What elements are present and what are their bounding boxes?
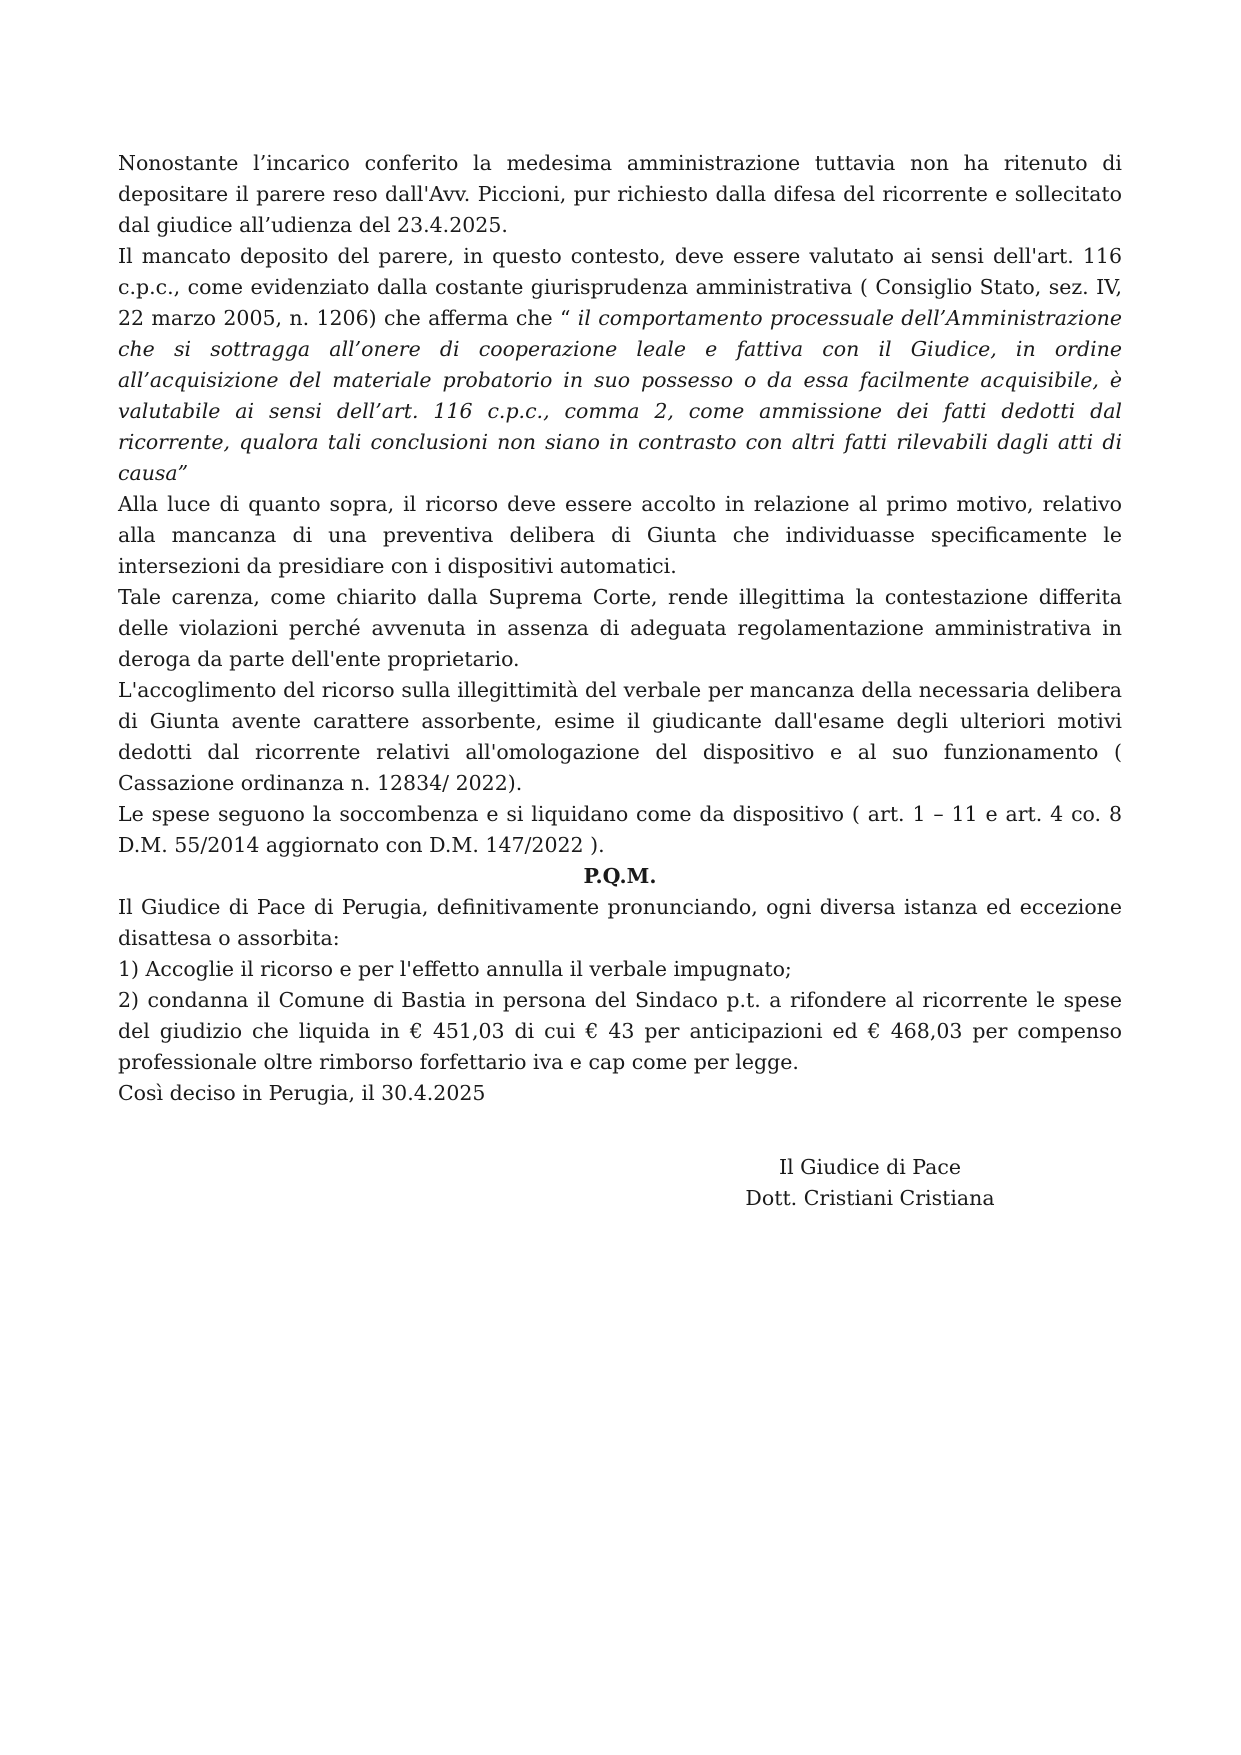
- signature-block: [720, 1152, 1020, 1214]
- paragraph-art-116-lead: Il mancato deposito del parere, in questo contesto, deve essere valutato ai sensi dell'art. 116 c.p.c., come evidenziato dalla costante giurisprudenza amministrativa ( Consiglio Stato, sez. IV, 22 marzo 2005, n. 1206) che afferma che “: [118, 244, 1122, 330]
- paragraph-dispositivo-intro: Il Giudice di Pace di Perugia, definitivamente pronunciando, ogni diversa istanza ed eccezione disattesa o assorbita:: [118, 895, 1122, 950]
- paragraph-accoglimento-motivo: Alla luce di quanto sopra, il ricorso deve essere accolto in relazione al primo motivo, relativo alla mancanza di una preventiva delibera di Giunta che individuasse specificamente le intersezioni da presidiare con i dispositivi automatici.: [118, 492, 1122, 578]
- paragraph-spese: Le spese seguono la soccombenza e si liquidano come da dispositivo ( art. 1 – 11 e art. 4 co. 8 D.M. 55/2014 aggiornato con D.M. 147/2022 ).: [118, 802, 1122, 857]
- paragraph-dispositivo-2: 2) condanna il Comune di Bastia in persona del Sindaco p.t. a rifondere al ricorrente le spese del giudizio che liquida in € 451,03 di cui € 43 per anticipazioni ed € 468,03 per compenso professionale oltre rimborso forfettario iva e cap come per legge.: [118, 988, 1122, 1074]
- pqm-heading: P.Q.M.: [583, 864, 657, 888]
- signature-name: Dott. Cristiani Cristiana: [745, 1186, 995, 1210]
- signature-role: Il Giudice di Pace: [778, 1155, 962, 1179]
- paragraph-assorbimento: L'accoglimento del ricorso sulla illegittimità del verbale per mancanza della necessaria delibera di Giunta avente carattere assorbente, esime il giudicante dall'esame degli ulteriori motivi dedotti dal ricorrente relativi all'omologazione del dispositivo e al suo funzionamento ( Cassazione ordinanza n. 12834/ 2022).: [118, 678, 1122, 795]
- paragraph-data-luogo: Così deciso in Perugia, il 30.4.2025: [118, 1081, 486, 1105]
- paragraph-dispositivo-1: 1) Accoglie il ricorso e per l'effetto annulla il verbale impugnato;: [118, 957, 792, 981]
- document-body: [118, 148, 1122, 1109]
- paragraph-mancato-parere: Nonostante l’incarico conferito la medesima amministrazione tuttavia non ha ritenuto di depositare il parere reso dall'Avv. Piccioni, pur richiesto dalla difesa del ricorrente e sollecitato dal giudice all’udienza del 23.4.2025.: [118, 151, 1122, 237]
- paragraph-art-116-quote: il comportamento processuale dell’Amministrazione che si sottragga all’onere di cooperazione leale e fattiva con il Giudice, in ordine all’acquisizione del materiale probatorio in suo possesso o da essa facilmente acquisibile, è valutabile ai sensi dell’art. 116 c.p.c., comma 2, come ammissione dei fatti dedotti dal ricorrente, qualora tali conclusioni non siano in contrasto con altri fatti rilevabili dagli atti di causa”: [118, 306, 1122, 485]
- paragraph-art-116: [118, 241, 1122, 489]
- paragraph-carenza: Tale carenza, come chiarito dalla Suprema Corte, rende illegittima la contestazione differita delle violazioni perché avvenuta in assenza di adeguata regolamentazione amministrativa in deroga da parte dell'ente proprietario.: [118, 585, 1122, 671]
